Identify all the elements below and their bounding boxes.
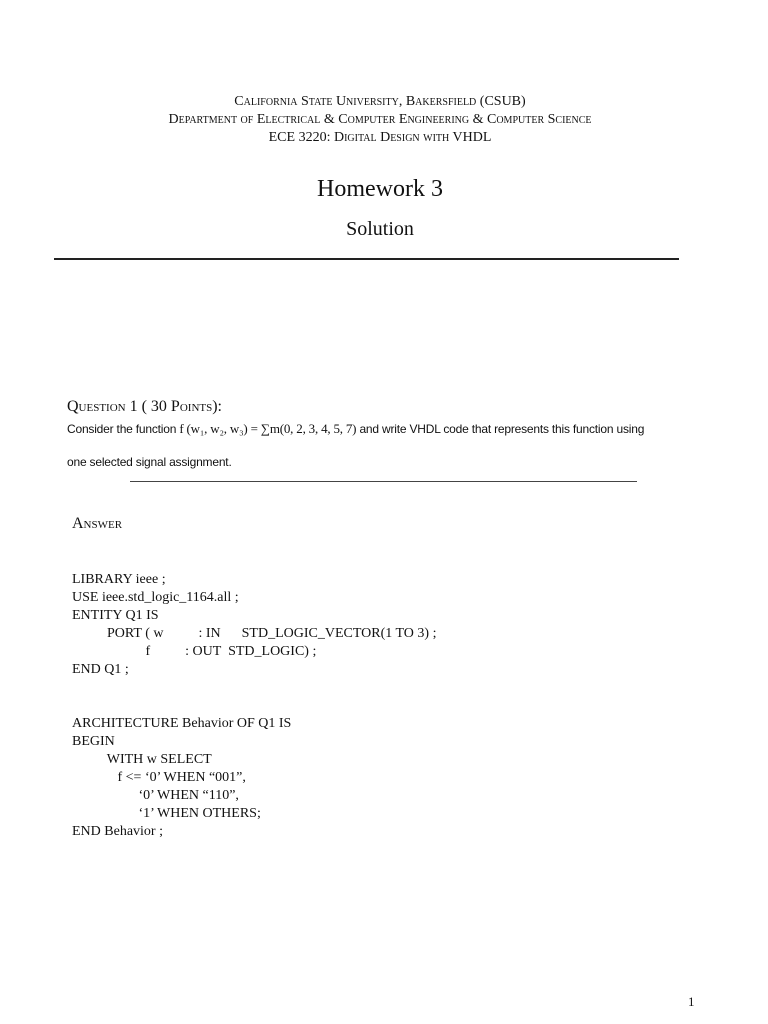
course-name: ECE 3220: Digital Design with VHDL (268, 130, 492, 145)
code-line: PORT ( w : IN STD_LOGIC_VECTOR(1 TO 3) ; (72, 626, 437, 641)
code-line: f : OUT STD_LOGIC) ; (72, 644, 317, 659)
question-separator (130, 481, 637, 482)
code-line: ENTITY Q1 IS (72, 608, 159, 623)
code-line: f <= ‘0’ WHEN “001”, (72, 770, 246, 785)
question-text-line1 (67, 421, 644, 437)
code-line: ‘1’ WHEN OTHERS; (72, 806, 261, 821)
code-line: END Behavior ; (72, 824, 163, 839)
university-name: California State University, Bakersfield (CSUB) (234, 94, 526, 109)
title-divider (54, 258, 679, 260)
code-line: LIBRARY ieee ; (72, 572, 166, 587)
question-heading: Question 1 ( 30 Points): (67, 398, 222, 415)
page-title: Homework 3 (317, 176, 443, 202)
page-number: 1 (688, 994, 695, 1009)
code-line: END Q1 ; (72, 662, 129, 677)
question-math: f (w₁, w₂, w₃) = ∑m(0, 2, 3, 4, 5, 7) (179, 421, 357, 436)
code-line: BEGIN (72, 734, 115, 749)
page-subtitle: Solution (346, 218, 414, 240)
question-text-line2: one selected signal assignment. (67, 455, 232, 469)
question-text-after: and write VHDL code that represents this function using (359, 422, 645, 436)
question-text-before: Consider the function (67, 422, 177, 436)
code-line: WITH w SELECT (72, 752, 212, 767)
department-name: Department of Electrical & Computer Engineering & Computer Science (168, 112, 592, 127)
code-line: ARCHITECTURE Behavior OF Q1 IS (72, 716, 292, 731)
code-line: USE ieee.std_logic_1164.all ; (72, 590, 239, 605)
code-line: ‘0’ WHEN “110”, (72, 788, 239, 803)
answer-heading: Answer (72, 515, 123, 532)
